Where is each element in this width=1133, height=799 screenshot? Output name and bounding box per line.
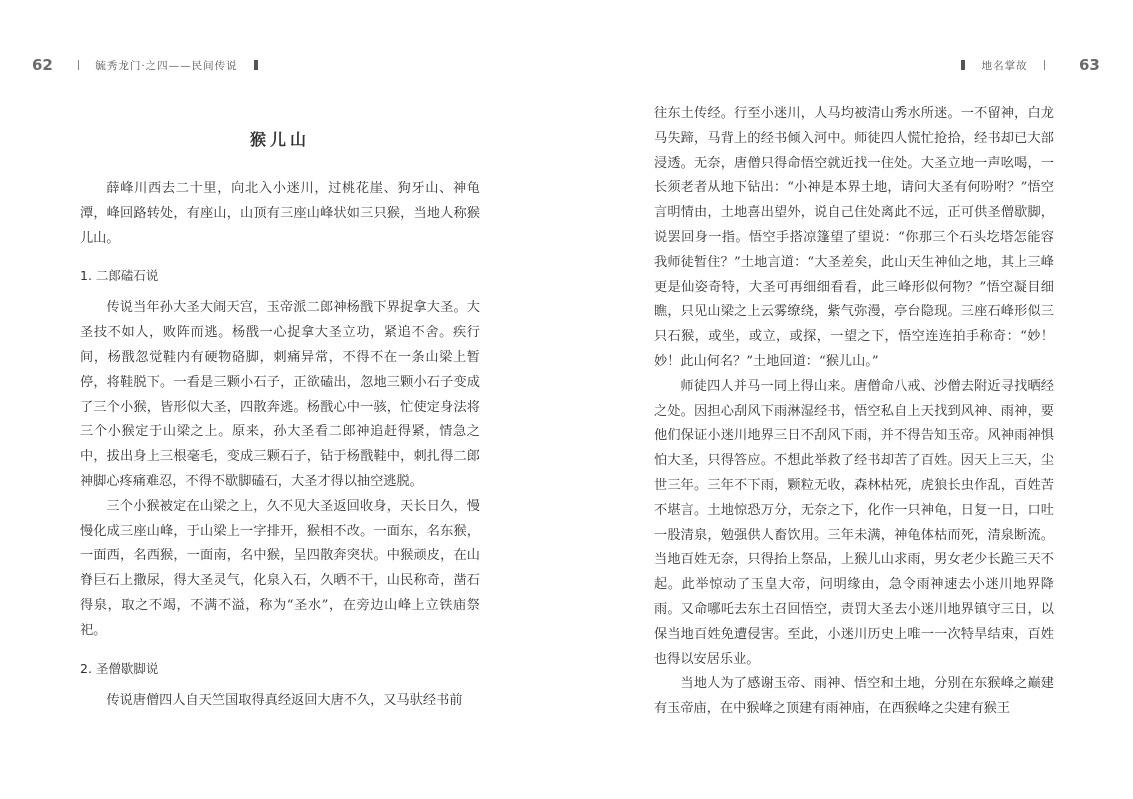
article-title: 猴儿山 <box>249 130 310 149</box>
header-divider <box>1044 60 1045 70</box>
section-heading-1: 1. 二郎磕石说 <box>80 268 159 284</box>
right-page-number: 63 <box>1079 56 1100 74</box>
left-running-header <box>78 58 258 73</box>
header-marker <box>254 60 258 70</box>
paragraph: 当地人为了感谢玉帝、雨神、悟空和土地，分别在东猴峰之巅建有玉帝庙，在中猴峰之顶建有雨神庙，在西猴峰之尖建有猴王 <box>654 676 1054 717</box>
paragraph: 传说当年孙大圣大闹天宫，玉帝派二郎神杨戬下界捉拿大圣。大圣技不如人，败阵而逃。杨戬一心捉拿大圣立功，紧追不舍。疾行间，杨戬忽觉鞋内有硬物硌脚，刺痛异常，不得不在一条山梁上暂停，将鞋脱下。一看是三颗小石子，正欲磕出，忽地三颗小石子变成了三个小猴，皆形似大圣，四散奔逃。杨戬心中一骇，忙使定身法将三个小猴定于山梁之上。原来，孙大圣看二郎神追赶得紧，情急之中，拔出身上三根毫毛，变成三颗石子，钻于杨戬鞋中，刺扎得二郎神脚心疼痛难忍，不得不歇脚磕石，大圣才得以抽空逃脱。 <box>80 300 480 489</box>
header-divider <box>78 60 79 70</box>
intro-paragraph: 薛峰川西去二十里，向北入小迷川，过桃花崖、狗牙山、神龟潭，峰回路转处，有座山，山顶有三座山峰状如三只猴，当地人称猴儿山。 <box>80 181 480 246</box>
left-page-number: 62 <box>32 56 53 74</box>
left-page-body <box>80 128 480 713</box>
right-running-header <box>961 58 1045 73</box>
paragraph: 师徒四人并马一同上得山来。唐僧命八戒、沙僧去附近寻找晒经之处。因担心刮风下雨淋湿经书，悟空私自上天找到风神、雨神，要他们保证小迷川地界三日不刮风下雨，并不得告知玉帝。风神雨神惧怕大圣，只得答应。不想此举救了经书却苦了百姓。因天上三天，尘世三年。三年不下雨，颗粒无收，森林枯死，虎狼长虫作乱，百姓苦不堪言。土地惊恐万分，无奈之下，化作一只神龟，日复一日，口吐一股清泉，勉强供人畜饮用。三年未满，神龟体枯而死，清泉断流。当地百姓无奈，只得抬上祭品，上猴儿山求雨，男女老少长跪三天不起。此举惊动了玉皇大帝，问明缘由，急令雨神速去小迷川地界降雨。又命哪吒去东土召回悟空，责罚大圣去小迷川地界镇守三日，以保当地百姓免遭侵害。至此，小迷川历史上唯一一次特旱结束，百姓也得以安居乐业。 <box>654 378 1054 667</box>
paragraph: 传说唐僧四人自天竺国取得真经返回大唐不久，又马驮经书前 <box>106 692 463 708</box>
header-marker <box>961 60 965 70</box>
section-heading-2: 2. 圣僧歇脚说 <box>80 660 159 676</box>
right-page-body <box>654 102 1054 722</box>
right-running-title: 地名掌故 <box>981 60 1028 72</box>
paragraph: 三个小猴被定在山梁之上，久不见大圣返回收身，天长日久，慢慢化成三座山峰，于山梁上一字排开，猴相不改。一面东，名东猴，一面西，名西猴，一面南，名中猴，呈四散奔突状。中猴顽皮，在山脊巨石上撒尿，得大圣灵气，化泉入石，久晒不干，山民称奇，凿石得泉，取之不竭，不满不溢，称为“圣水”，在旁边山峰上立铁庙祭祀。 <box>80 498 480 638</box>
left-running-title: 毓秀龙门·之四——民间传说 <box>95 60 238 72</box>
paragraph: 往东土传经。行至小迷川，人马均被清山秀水所迷。一不留神，白龙马失蹄，马背上的经书倾入河中。师徒四人慌忙抢拾，经书却已大部浸透。无奈，唐僧只得命悟空就近找一住处。大圣立地一声吆喝，一长须老者从地下钻出：“小神是本界土地，请问大圣有何吩咐？”悟空言明情由，土地喜出望外，说自己住处离此不远，正可供圣僧歇脚，说罢回身一指。悟空手搭凉篷望了望说：“你那三个石头圪塔怎能容我师徒暂住？”土地言道：“大圣差矣，此山天生神仙之地，其上三峰更是仙姿奇特，大圣可再细细看看，此三峰形似何物？”悟空凝目细瞧，只见山梁之上云雾缭绕，紫气弥漫，亭台隐现。三座石峰形似三只石猴，或坐，或立，或探，一望之下，悟空连连拍手称奇：“妙！妙！此山何名？”土地回道：“猴儿山。” <box>654 106 1054 369</box>
